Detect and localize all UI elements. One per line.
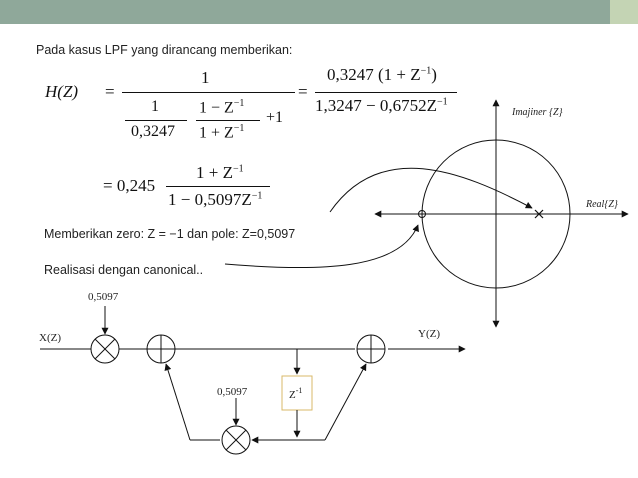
coef-mid-label: 0,5097 (217, 386, 248, 398)
f2-denominator: $1,3247 - 0,6752Z^{-1}$ (315, 96, 448, 115)
f1-paren-num: $1 - Z^{-1}$ (199, 98, 245, 117)
f2-numerator: 0,3247 $(1 + Z^{-1})$ (327, 65, 437, 84)
imag-axis-label: Imajiner {Z} (512, 107, 563, 118)
f3-denominator: $1 - 0,5097Z^{-1}$ (168, 190, 263, 209)
f1-paren-den: $1 + Z^{-1}$ (199, 123, 245, 142)
f3-numerator: $1 + Z^{-1}$ (196, 163, 244, 182)
f1-plus-one: +1 (266, 109, 284, 126)
feedback-path (166, 364, 190, 440)
equals-3: = 0,245 (103, 176, 156, 195)
lhs-hz: H(Z) (45, 82, 79, 101)
f1-inner-num: 1 (151, 98, 159, 115)
realization-text: Realisasi dengan canonical.. (44, 263, 204, 277)
equals-2: = (298, 82, 308, 101)
input-label: X(Z) (39, 332, 61, 344)
delay-label: $Z^{-1}$ (289, 386, 303, 401)
intro-text: Pada kasus LPF yang dirancang memberikan: (36, 43, 293, 57)
equals-1: = (105, 82, 115, 101)
feedforward-path (325, 364, 366, 440)
real-axis-label: Real{Z} (586, 199, 618, 210)
coef-top-label: 0,5097 (88, 291, 119, 303)
f1-numerator: 1 (201, 68, 210, 87)
zero-pole-text: Memberikan zero: Z = −1 dan pole: Z=0,5097 (44, 227, 296, 241)
f1-inner-den: 0,3247 (131, 123, 175, 140)
output-label: Y(Z) (418, 328, 440, 340)
